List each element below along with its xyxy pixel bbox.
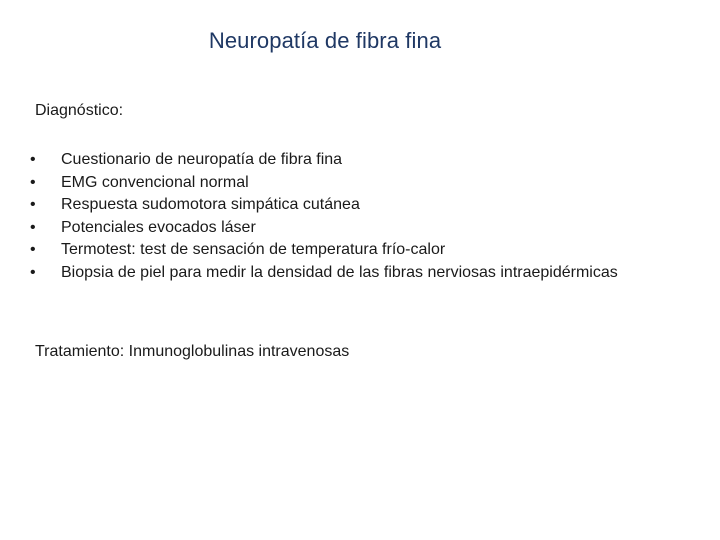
list-item-text: Biopsia de piel para medir la densidad de las fibras nerviosas intraepidérmicas — [61, 263, 618, 281]
list-item — [30, 217, 650, 240]
diagnosis-list — [30, 149, 650, 284]
bullet-icon: • — [30, 218, 36, 236]
diagnosis-label: Diagnóstico: — [35, 102, 124, 119]
treatment-text: Tratamiento: Inmunoglobulinas intravenosas — [35, 343, 350, 360]
list-item-text: Potenciales evocados láser — [61, 218, 256, 236]
list-item-text: Termotest: test de sensación de temperatura frío-calor — [61, 241, 446, 258]
bullet-icon: • — [30, 241, 36, 258]
list-item — [30, 194, 650, 217]
bullet-icon: • — [30, 196, 36, 213]
bullet-icon: • — [30, 263, 36, 281]
list-item — [30, 149, 650, 172]
list-item-text: Cuestionario de neuropatía de fibra fina — [61, 151, 343, 168]
slide-title: Neuropatía de fibra fina — [208, 28, 442, 53]
list-item — [30, 262, 650, 285]
list-item-text: Respuesta sudomotora simpática cutánea — [61, 196, 360, 213]
bullet-icon: • — [30, 151, 36, 168]
list-item-text: EMG convencional normal — [61, 173, 249, 191]
list-item — [30, 239, 650, 262]
list-item — [30, 172, 650, 195]
bullet-icon: • — [30, 173, 36, 191]
